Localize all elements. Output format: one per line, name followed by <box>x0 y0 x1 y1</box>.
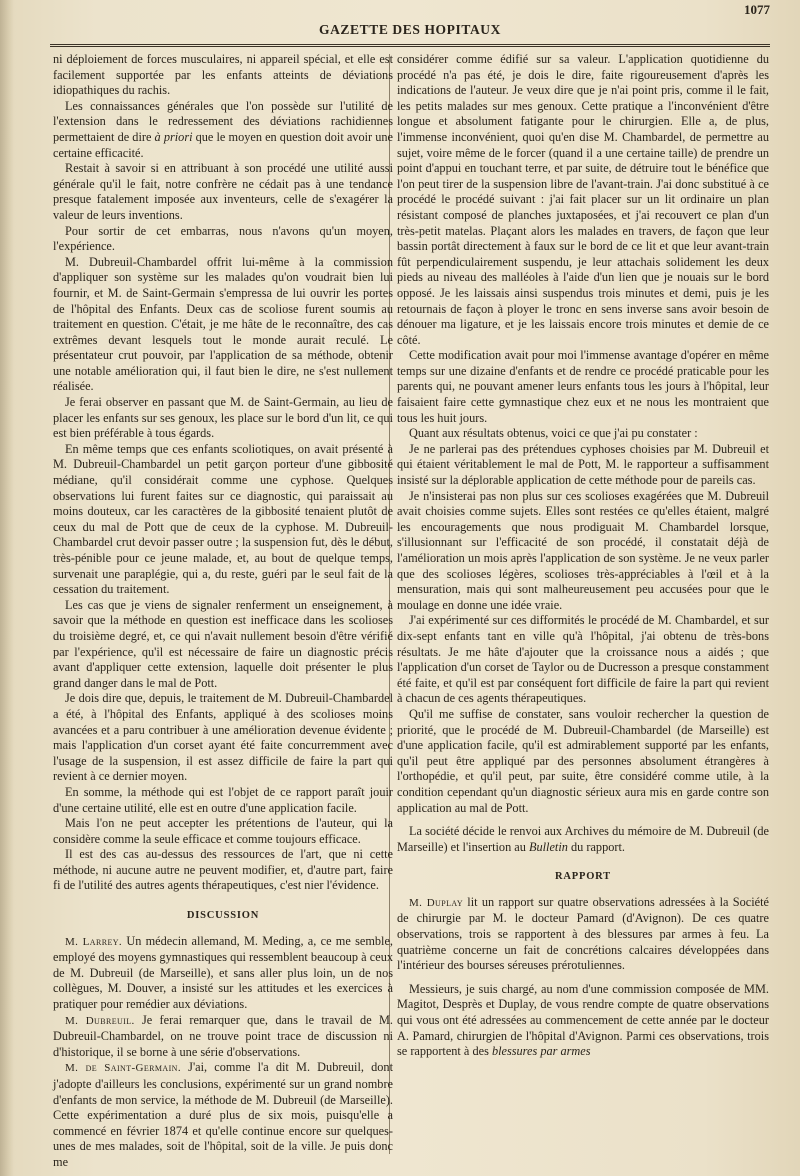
discussion-paragraph: M. Dubreuil. Je ferai remarquer que, dans le travail de M. Dubreuil-Chambardel, on ne trouve point trace de discussion ni d'historique, il se borne à une série d'observations. <box>53 1012 393 1059</box>
paragraph: Je ferai observer en passant que M. de Saint-Germain, au lieu de placer les enfants sur ses genoux, les place sur le bord d'un lit, ce qui est bien préférable à tous égards. <box>53 395 393 441</box>
paragraph: Je ne parlerai pas des prétendues cyphoses choisies par M. Dubreuil et qui étaient véritablement le mal de Pott, M. le rapporteur a suffisamment insisté sur la déplorable application de cette méthode pour de pareils cas. <box>397 441 769 488</box>
paragraph: considérer comme édifié sur sa valeur. L'application quotidienne du procédé n'a pas été, je dois le dire, faite rigoureusement d'après les indications de l'auteur. Je veux dire que je n'ai point pris, comme il le fait, les petits malades sur mes genoux. Cette pratique a l'inconvénient d'être longue et absolument fatigante pour le chirurgien. Elle a, de plus, l'immense inconvénient, quoi qu'en dise M. Chambardel, de permettre au sujet, voire même de le forcer (quand il a une certaine taille) de prendre un point d'appui en touchant terre, et par suite, de détruire tout le bénéfice que l'on peut tirer de la suspension libre de l'avant-train. J'ai donc substitué à ce procédé le procédé suivant : j'ai fait placer sur un lit ordinaire un plan résistant composé de planches juxtaposées, et j'ai recouvert ce plan d'un très-petit matelas. Plaçant alors les malades en travers, de façon que leur bassin portât directement à faux sur le bord de ce lit et que leur avant-train fût perpendiculairement suspendu, je leur attachais solidement les deux pieds au niveau des malléoles à l'aide d'un lien que je nouais sur le bord opposé. Je les laissais ainsi suspendus trois minutes et demi, puis je les retournais de façon à ployer le tronc en sens inverse sans avoir besoin de dénouer ma ligature, et je les laissais encore trois minutes et demie de ce côté. <box>397 52 769 347</box>
speaker-name: M. Dubreuil. <box>65 1014 135 1027</box>
journal-title: GAZETTE DES HOPITAUX <box>318 22 502 37</box>
rapport-paragraph: Messieurs, je suis chargé, au nom d'une commission composée de MM. Magitot, Desprès et Duplay, de vous rendre compte de quatre observations qui vous ont été adressées au commencement de cette année par le docteur A. Pamard, chirurgien de l'hôpital d'Avignon. Parmi ces observations, trois se rapportent à des blessures par armes <box>397 981 769 1059</box>
discussion-heading: DISCUSSION <box>186 910 260 922</box>
page-number: 1077 <box>744 2 770 17</box>
speaker-name: M. de Saint-Germain. <box>65 1062 181 1075</box>
speaker-name: M. Duplay <box>409 896 463 909</box>
paragraph: En même temps que ces enfants scoliotiques, on avait présenté à M. Dubreuil-Chambardel un petit garçon porteur d'une gibbosité médiane, qu'il considérait comme une cyphose. Quelques observations lui furent faites sur ce diagnostic, qui paraissait au moins douteux, car les caractères de la gibbosité tenaient plutôt de ceux du mal de Pott que de ceux de la cyphose. M. Dubreuil-Chambardel crut devoir passer outre ; la suspension fut, dès le début, très-pénible pour ce jeune malade, et, au bout de quelque temps, survenait une paraplégie, qui a, du reste, guéri par le seul fait de la cessation du traitement. <box>53 441 393 597</box>
paragraph: Il est des cas au-dessus des ressources de l'art, que ni cette méthode, ni aucune autre ne peuvent modifier, et, d'autre part, faire fi de l'utilité des autres agents thérapeutiques, c'est nier l'évidence. <box>53 847 393 893</box>
paragraph: Restait à savoir si en attribuant à son procédé une utilité aussi générale qu'il le fait, notre confrère ne cédait pas à une tendance presque fatalement imposée aux inventeurs, celle de s'exagérer la valeur de leurs inventions. <box>53 161 393 222</box>
paragraph: ni déploiement de forces musculaires, ni appareil spécial, et elle est facilement supportée par les enfants atteints de déviations idiopathiques du rachis. <box>53 52 393 98</box>
speaker-name: M. Larrey. <box>65 935 123 948</box>
paragraph: Les connaissances générales que l'on possède sur l'utilité de l'extension dans le redressement des déviations rachidiennes permettaient de dire à priori que le moyen en question doit avoir une certaine efficacité. <box>53 98 393 160</box>
paragraph: En somme, la méthode qui est l'objet de ce rapport paraît jouir d'une certaine utilité, elle est en outre d'une application facile. <box>53 784 393 815</box>
paragraph: Cette modification avait pour moi l'immense avantage d'opérer en même temps sur une dizaine d'enfants et de rendre ce procédé praticable pour les parents qui, ne pouvant amener leurs enfants tous les jours à l'hôpital, leur faisaient faire cette gymnastique chez eux et ne nous les montraient que tous les huit jours. <box>397 348 769 425</box>
paragraph: La société décide le renvoi aux Archives du mémoire de M. Dubreuil (de Marseille) et l'insertion au Bulletin du rapport. <box>397 824 769 854</box>
rapport-paragraph: M. Duplay lit un rapport sur quatre observations adressées à la Société de chirurgie par M. le docteur Pamard (d'Avignon). De ces quatre observations, trois se rapportent à des blessures par armes à feu. La quatrième concerne un fait de concrétions calcaires développées dans l'intérieur des bourses séreuses prérotuliennes. <box>397 894 769 973</box>
paragraph: Les cas que je viens de signaler renferment un enseignement, à savoir que la méthode en question est inefficace dans les scolioses du troisième degré, et, ce qui n'avait nullement besoin d'être vérifié par l'expérience, qu'il est nécessaire de faire un diagnostic précis avant d'appliquer cette extension, laquelle doit présenter le plus grand danger dans le mal de Pott. <box>53 597 393 690</box>
paragraph: Pour sortir de cet embarras, nous n'avons qu'un moyen, l'expérience. <box>53 223 393 254</box>
spacer <box>397 816 769 824</box>
discussion-paragraph: M. de Saint-Germain. J'ai, comme l'a dit M. Dubreuil, dont j'adopte d'ailleurs les conclusions, expérimenté sur un grand nombre d'enfants de mon service, la méthode de M. Dubreuil (de Marseille). Cette expérimentation a duré plus de six mois, puisqu'elle a commencé en février 1874 et qu'elle continue encore sur quelques-unes de mes malades, soit de l'hôpital, soit de la ville. Je puis donc me <box>53 1060 393 1169</box>
paragraph: Mais l'on ne peut accepter les prétentions de l'auteur, qui la considère comme la seule efficace et comme toujours efficace. <box>53 816 393 846</box>
binding-edge <box>0 0 14 1176</box>
paragraph: Qu'il me suffise de constater, sans vouloir rechercher la question de priorité, que le procédé de M. Dubreuil-Chambardel (de Marseille) est d'une application facile, qu'il est admirablement supporté par les enfants, qu'il peut être appliqué par des personnes absolument étrangères à l'orthopédie, et qu'il peut, par suite, être considéré comme utile, à la condition cependant qu'un diagnostic sérieux aura mis en garde contre son application au mal de Pott. <box>397 706 769 815</box>
page-header <box>50 18 770 47</box>
discussion-paragraph: M. Larrey. Un médecin allemand, M. Meding, a, ce me semble, employé des moyens gymnastiques qui ressemblent beaucoup à ceux de M. Dubreuil (de Marseille), et sans aller plus loin, un de nos collègues, M. Douver, a insisté sur les attitudes et les exercices à pratiquer pour remédier aux déviations. <box>53 933 393 1012</box>
left-column <box>53 52 393 1171</box>
paragraph: Quant aux résultats obtenus, voici ce que j'ai pu constater : <box>409 426 698 441</box>
spacer <box>397 974 769 982</box>
paragraph: Je n'insisterai pas non plus sur ces scolioses exagérées que M. Dubreuil avait choisies comme sujets. Elles sont restées ce qu'elles étaient, malgré les encouragements que nous prodiguait M. Chambardel lorsque, s'illusionnant sur l'efficacité de son procédé, il constatait déjà de l'amélioration un mois après l'application de son système. Je ne veux parler que des scolioses légères, scolioses très-appréciables à l'œil et à la mensuration, mais qui sont malheureusement peu accusées pour que le moulage en donne une idée vraie. <box>397 488 769 612</box>
paragraph: J'ai expérimenté sur ces difformités le procédé de M. Chambardel, et sur dix-sept enfants tant en ville qu'à l'hôpital, j'ai obtenu de très-bons résultats. Je me hâte d'ajouter que la croissance nous a aidés ; que l'application d'un corset de Taylor ou de Ducresson a presque constamment été faite, et qu'il est par conséquent fort difficile de faire la part qui revient à chacun de ces agents thérapeutiques. <box>397 613 769 706</box>
paragraph: Je dois dire que, depuis, le traitement de M. Dubreuil-Chambardel a été, à l'hôpital des Enfants, appliqué à des scolioses moins avancées et a paru contribuer à une amélioration devenue évidente ; mais l'application d'un corset ayant été faite concurremment avec l'usage de la suspension, il est assez difficile de faire la part qui revient à ce dernier moyen. <box>53 691 393 784</box>
rapport-heading: RAPPORT <box>555 871 611 883</box>
paragraph: M. Dubreuil-Chambardel offrit lui-même à la commission d'appliquer son système sur les malades qu'on voudrait bien lui fournir, et M. de Saint-Germain s'empressa de lui ouvrir les portes de l'hôpital des Enfants. Deux cas de scoliose furent soumis au traitement en question. C'était, je me hâte de le reconnaître, des cas extrêmes devant lesquels tout le monde aurait reculé. Le présentateur crut pouvoir, par l'application de sa méthode, obtenir une notable amélioration qui, il faut bien le dire, ne s'est nullement réalisée. <box>53 254 393 394</box>
right-column <box>397 52 769 1060</box>
